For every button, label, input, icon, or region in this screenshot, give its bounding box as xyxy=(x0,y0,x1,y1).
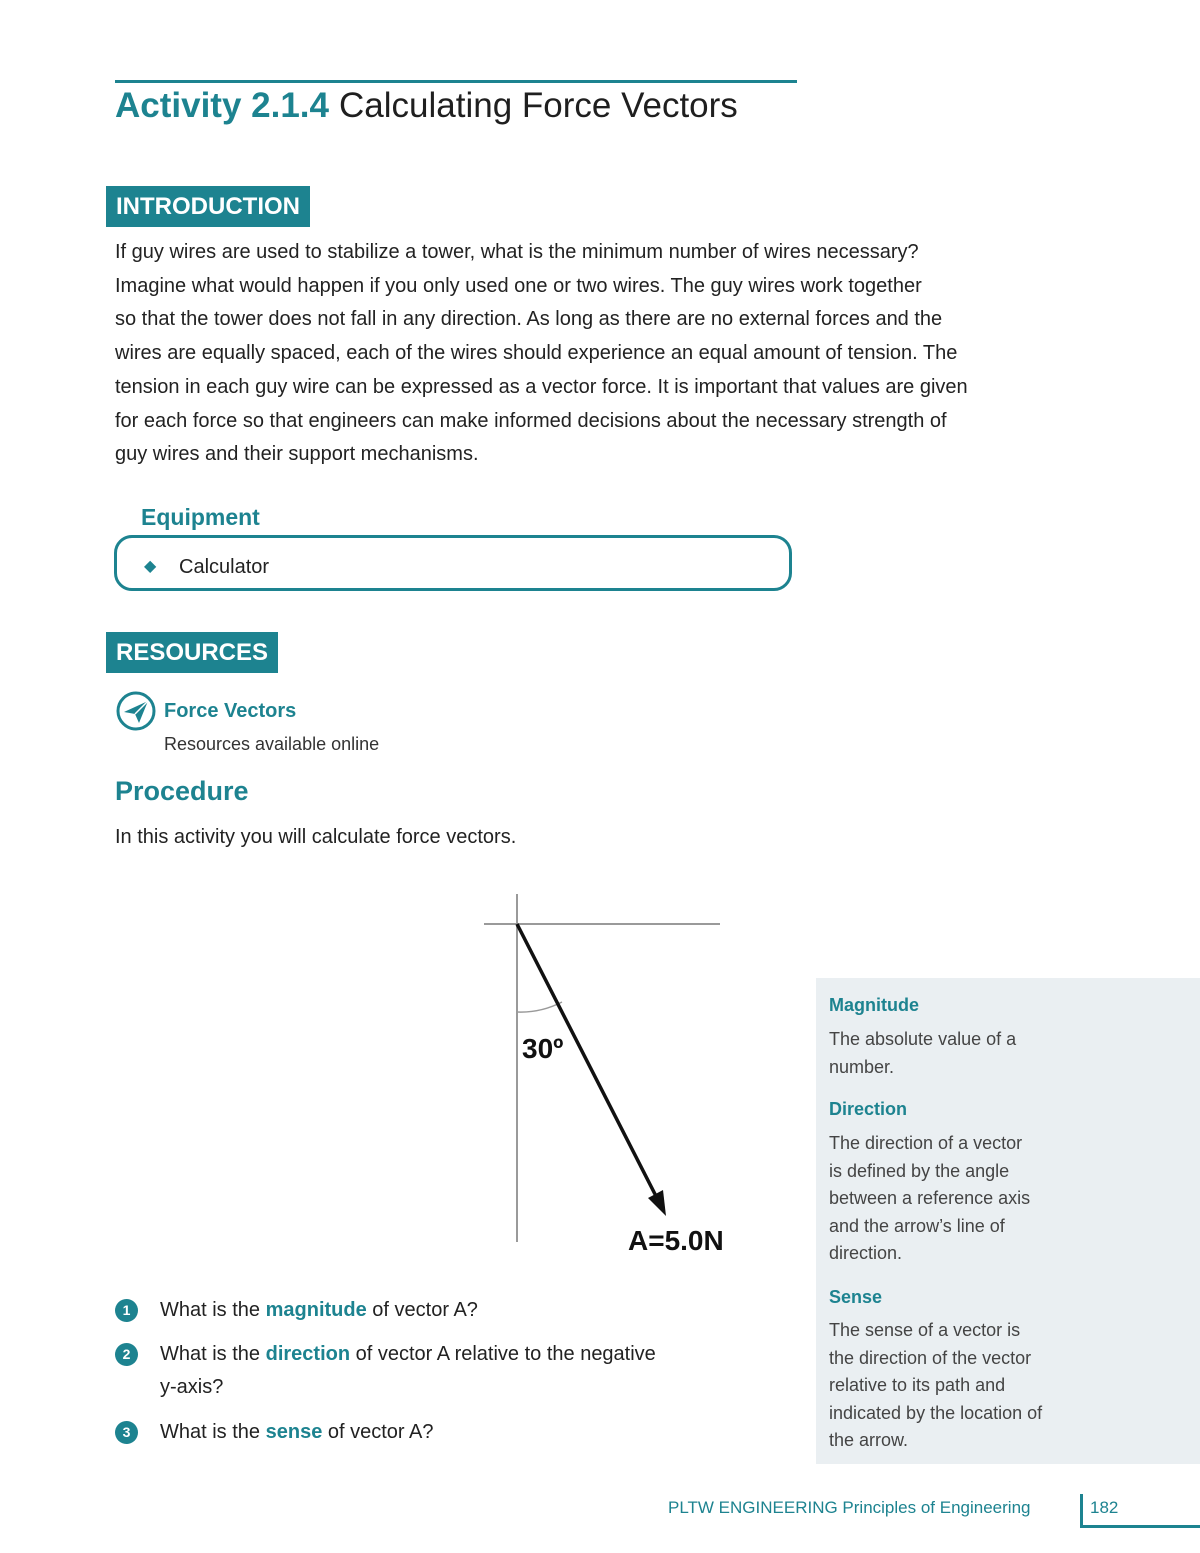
vector-label: A=5.0N xyxy=(628,1225,724,1256)
angle-arc xyxy=(517,1002,562,1012)
intro-line: tension in each guy wire can be expressed as a vector force. It is important that values are given xyxy=(115,375,968,398)
question-3 xyxy=(115,1416,434,1449)
introduction-label: INTRODUCTION xyxy=(106,186,310,227)
question-keyword: direction xyxy=(265,1343,351,1365)
footer-divider xyxy=(1080,1494,1083,1528)
question-text: What is the xyxy=(160,1343,266,1365)
page-title xyxy=(115,86,738,126)
question-text: of vector A? xyxy=(322,1421,434,1443)
intro-line: If guy wires are used to stabilize a tower, what is the minimum number of wires necessary? xyxy=(115,241,919,263)
title-rule xyxy=(115,80,797,83)
resource-subtitle: Resources available online xyxy=(164,734,380,754)
vector-diagram xyxy=(480,890,750,1260)
question-text: What is the xyxy=(160,1299,266,1321)
question-text: of vector A? xyxy=(366,1299,478,1321)
glossary-term-sense: Sense xyxy=(829,1287,883,1307)
equipment-box xyxy=(114,535,792,591)
intro-line: Imagine what would happen if you only used one or two wires. The guy wires work together xyxy=(115,274,922,297)
glossary-term-magnitude: Magnitude xyxy=(829,995,919,1015)
resource-link-icon[interactable] xyxy=(115,690,157,732)
glossary-definition: The sense of a vector is the direction of the vector relative to its path and indicated by the location of the arrow. xyxy=(829,1320,1043,1450)
equipment-item: Calculator xyxy=(179,556,270,578)
resource-link[interactable]: Force Vectors xyxy=(164,700,297,722)
question-number-badge: 2 xyxy=(115,1343,138,1366)
resources-label: RESOURCES xyxy=(106,632,278,673)
question-1 xyxy=(115,1294,478,1327)
intro-line: so that the tower does not fall in any direction. As long as there are no external forces and the xyxy=(115,308,943,331)
equipment-heading: Equipment xyxy=(141,504,260,530)
question-number-badge: 1 xyxy=(115,1299,138,1322)
footer-text: PLTW ENGINEERING Principles of Engineering xyxy=(668,1498,1031,1517)
glossary-definition: The direction of a vector is defined by the angle between a reference axis and the arrow’s line of direction. xyxy=(829,1133,1031,1263)
question-keyword: magnitude xyxy=(265,1299,367,1321)
question-text: y-axis? xyxy=(160,1376,224,1398)
introduction-text xyxy=(115,236,1115,472)
glossary-term-direction: Direction xyxy=(829,1099,908,1119)
question-keyword: sense xyxy=(265,1421,323,1443)
activity-number: Activity 2.1.4 xyxy=(115,86,329,125)
intro-line: guy wires and their support mechanisms. xyxy=(115,443,479,466)
procedure-heading: Procedure xyxy=(115,776,249,806)
page-number: 182 xyxy=(1090,1498,1119,1517)
intro-line: wires are equally spaced, each of the wires should experience an equal amount of tension. The xyxy=(115,342,958,365)
vector-a-arrowhead xyxy=(648,1190,666,1216)
question-text: What is the xyxy=(160,1421,266,1443)
procedure-intro: In this activity you will calculate force vectors. xyxy=(115,826,517,848)
question-2 xyxy=(115,1338,656,1404)
angle-label: 30º xyxy=(522,1033,564,1064)
intro-line: for each force so that engineers can make informed decisions about the necessary strength of xyxy=(115,409,947,432)
question-number-badge: 3 xyxy=(115,1421,138,1444)
footer-underline xyxy=(1080,1525,1200,1528)
activity-title: Calculating Force Vectors xyxy=(339,86,738,125)
bullet-icon: ◆ xyxy=(144,558,157,575)
glossary-definition: The absolute value of a number. xyxy=(829,1029,1017,1077)
question-text: of vector A relative to the negative xyxy=(350,1343,656,1365)
